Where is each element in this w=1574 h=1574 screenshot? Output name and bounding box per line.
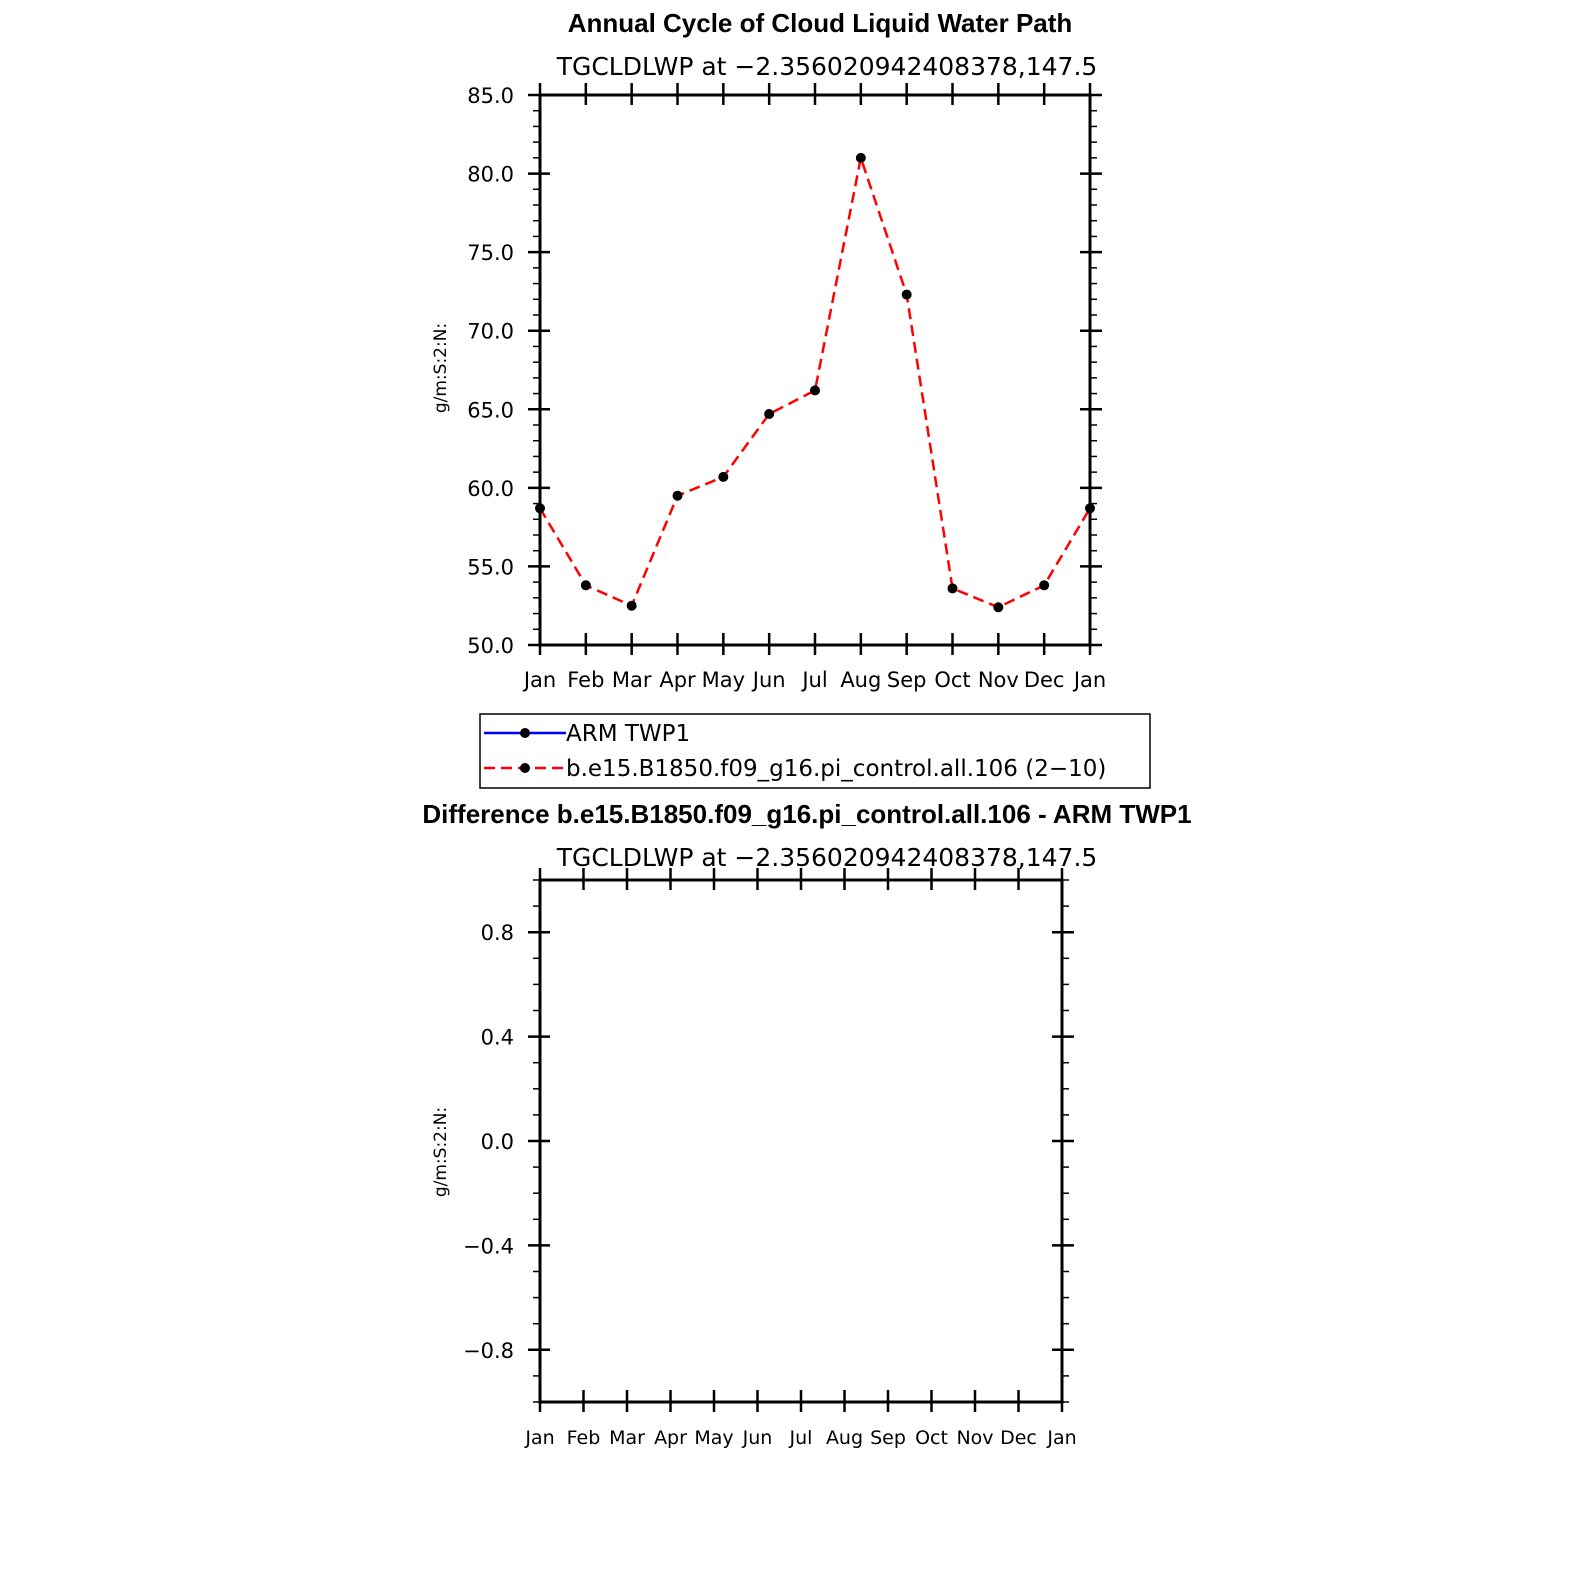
chart1-y-tick-label: 55.0 <box>467 555 514 580</box>
chart1-y-tick-label: 70.0 <box>467 319 514 344</box>
chart1-data-point <box>902 290 912 300</box>
chart1-series <box>535 153 1095 612</box>
chart1-x-tick-label: Jun <box>752 668 786 692</box>
chart1-x-tick-label: Jan <box>1073 668 1107 692</box>
chart1-y-axis-label: g/m:S:2:N: <box>431 322 451 414</box>
chart1-x-tick-label: Dec <box>1023 668 1065 692</box>
chart2-subtitle: TGCLDLWP at −2.356020942408378,147.5 <box>556 843 1098 872</box>
chart2-x-tick-label: May <box>694 1427 734 1449</box>
chart1-y-tick-label: 50.0 <box>467 634 514 658</box>
chart1-x-tick-label: Oct <box>934 668 971 692</box>
chart1-data-point <box>718 472 728 482</box>
chart2-y-tick-label: 0.0 <box>480 1130 514 1154</box>
chart1-data-point <box>764 409 774 419</box>
chart2-x-tick-label: Aug <box>825 1427 864 1449</box>
chart2-y-tick-label: 0.4 <box>480 1025 514 1050</box>
chart1-x-tick-label: Aug <box>840 668 882 692</box>
chart1-data-point <box>673 491 683 501</box>
chart1-x-tick-label: Jan <box>523 668 557 692</box>
chart1-x-tick-label: Nov <box>977 668 1019 692</box>
chart1-data-point <box>810 385 820 395</box>
chart1-y-tick-label: 75.0 <box>467 241 514 266</box>
chart1-data-point <box>948 583 958 593</box>
chart2-x-tick-label: Jul <box>789 1427 813 1449</box>
legend-marker-arm <box>520 728 530 738</box>
chart1-data-point <box>535 503 545 513</box>
legend-label-model: b.e15.B1850.f09_g16.pi_control.all.106 (2−10) <box>566 756 1107 782</box>
chart2-x-tick-label: Jan <box>1047 1427 1077 1449</box>
chart1-y-tick-label: 80.0 <box>467 162 514 187</box>
chart1-data-point <box>1039 580 1049 590</box>
chart1-data-point <box>856 153 866 163</box>
chart1-x-tick-label: Mar <box>611 668 652 692</box>
chart2-x-tick-label: Oct <box>915 1427 948 1449</box>
chart1-x-tick-label: Feb <box>567 668 605 692</box>
chart1-series-line-1 <box>540 158 1090 607</box>
chart2-x-tick-label: Jan <box>525 1427 555 1449</box>
chart1-x-tick-label: Jul <box>802 668 828 692</box>
chart1-y-tick-label: 65.0 <box>467 398 514 423</box>
chart2-x-tick-label: Nov <box>956 1427 994 1449</box>
chart1-data-point <box>1085 503 1095 513</box>
chart2-y-tick-label: −0.8 <box>463 1338 514 1363</box>
chart1-title: Annual Cycle of Cloud Liquid Water Path <box>567 8 1073 38</box>
chart1-x-tick-label: Apr <box>659 668 696 692</box>
legend-label-arm: ARM TWP1 <box>566 721 691 747</box>
chart1-plot-frame <box>540 95 1090 645</box>
chart1-subtitle: TGCLDLWP at −2.356020942408378,147.5 <box>556 52 1098 81</box>
chart2-x-tick-label: Feb <box>566 1427 601 1449</box>
chart2-x-tick-label: Mar <box>609 1427 645 1449</box>
chart1-data-point <box>627 601 637 611</box>
chart2-axes <box>463 868 1077 1449</box>
chart2-x-tick-label: Jun <box>742 1427 773 1449</box>
chart1-data-point <box>993 602 1003 612</box>
legend-marker-model <box>520 763 530 773</box>
chart2-y-axis-label: g/m:S:2:N: <box>431 1106 451 1198</box>
chart2-x-tick-label: Sep <box>870 1427 906 1449</box>
chart1-x-tick-label: May <box>701 668 746 692</box>
chart1-y-tick-label: 60.0 <box>467 476 514 501</box>
chart1-data-point <box>581 580 591 590</box>
chart2-title: Difference b.e15.B1850.f09_g16.pi_control.all.106 - ARM TWP1 <box>422 799 1192 829</box>
chart2-y-tick-label: −0.4 <box>463 1234 514 1259</box>
chart1-y-tick-label: 85.0 <box>467 84 514 108</box>
chart2-plot-frame <box>540 880 1062 1402</box>
chart2-x-tick-label: Dec <box>1000 1427 1037 1449</box>
chart2-x-tick-label: Apr <box>654 1427 687 1449</box>
chart2-y-tick-label: 0.8 <box>480 921 514 946</box>
chart1-legend <box>480 714 1150 788</box>
chart1-x-tick-label: Sep <box>886 668 927 692</box>
